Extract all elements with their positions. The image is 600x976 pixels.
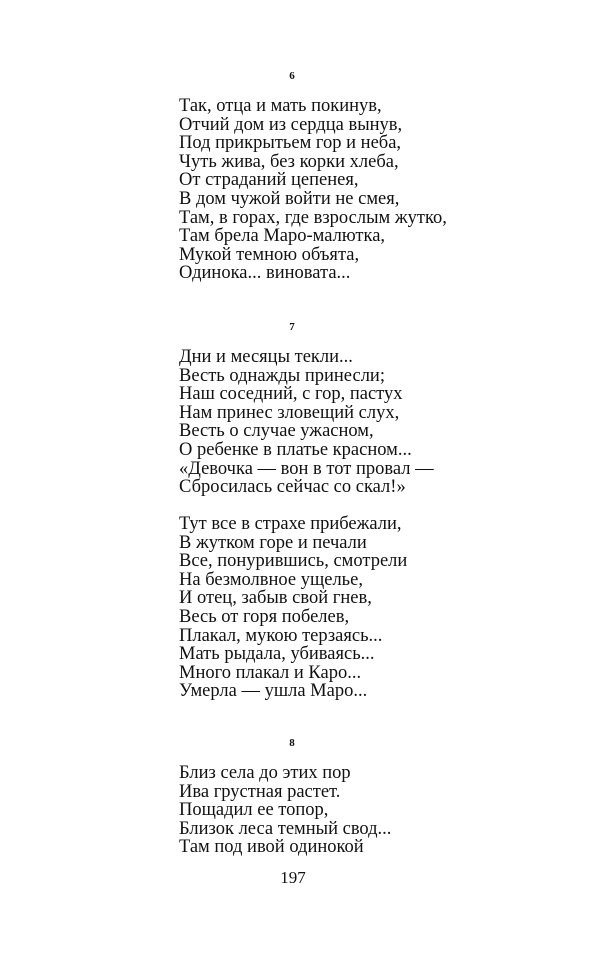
verse-line: Наш соседний, с гор, пастух bbox=[179, 384, 403, 405]
verse-line: Мать рыдала, убиваясь... bbox=[179, 644, 375, 665]
verse-line: Нам принес зловещий слух, bbox=[179, 402, 400, 423]
verse-line: Пощадил ее топор, bbox=[179, 800, 329, 821]
verse-line: Ива грустная растет. bbox=[179, 781, 341, 802]
verse-line: Отчий дом из сердца вынув, bbox=[179, 114, 403, 135]
verse-line: И отец, забыв свой гнев, bbox=[179, 588, 372, 609]
verse-line: Много плакал и Каро... bbox=[179, 662, 362, 683]
verse-line: Близок леса темный свод... bbox=[179, 818, 392, 839]
verse-line: Близ села до этих пор bbox=[179, 763, 351, 783]
verse-line: Весь от горя побелев, bbox=[179, 606, 350, 627]
verse-line: Мукой темною объята, bbox=[179, 244, 360, 265]
verse-line: В дом чужой войти не смея, bbox=[179, 188, 400, 209]
verse-line: Там брела Маро-малютка, bbox=[179, 226, 386, 247]
verse-line: Одинока... виновата... bbox=[179, 263, 351, 284]
section-number-7: 7 bbox=[289, 321, 295, 333]
verse-line: О ребенке в платье красном... bbox=[179, 439, 412, 460]
stanza-7-2 bbox=[179, 515, 407, 701]
verse-line: Весть о случае ужасном, bbox=[179, 421, 374, 442]
stanza-6-1 bbox=[179, 97, 447, 283]
verse-line: На безмолвное ущелье, bbox=[179, 569, 363, 590]
section-number-8: 8 bbox=[289, 737, 295, 749]
verse-line: Под прикрытьем гор и неба, bbox=[179, 133, 402, 154]
verse-line: Весть однажды принесли; bbox=[179, 365, 385, 386]
verse-line: Тут все в страхе прибежали, bbox=[179, 514, 402, 534]
verse-line: Так, отца и мать покинув, bbox=[179, 96, 382, 116]
verse-line: Умерла — ушла Маро... bbox=[179, 681, 368, 702]
verse-line: Дни и месяцы текли... bbox=[179, 347, 353, 367]
verse-line: От страданий цепенея, bbox=[179, 170, 359, 191]
verse-line: «Девочка — вон в тот провал — bbox=[179, 458, 434, 479]
verse-line: В жутком горе и печали bbox=[179, 532, 367, 553]
stanza-8-1 bbox=[179, 764, 391, 857]
page-number: 197 bbox=[280, 868, 306, 887]
verse-line: Плакал, мукою терзаясь... bbox=[179, 625, 383, 646]
verse-line: Сбросилась сейчас со скал!» bbox=[179, 477, 406, 498]
verse-line: Там, в горах, где взрослым жутко, bbox=[179, 207, 447, 228]
verse-line: Чуть жива, без корки хлеба, bbox=[179, 151, 399, 172]
section-number-6: 6 bbox=[289, 70, 295, 82]
verse-line: Все, понурившись, смотрели bbox=[179, 551, 408, 572]
stanza-7-1 bbox=[179, 348, 434, 497]
verse-line: Там под ивой одинокой bbox=[179, 837, 364, 858]
